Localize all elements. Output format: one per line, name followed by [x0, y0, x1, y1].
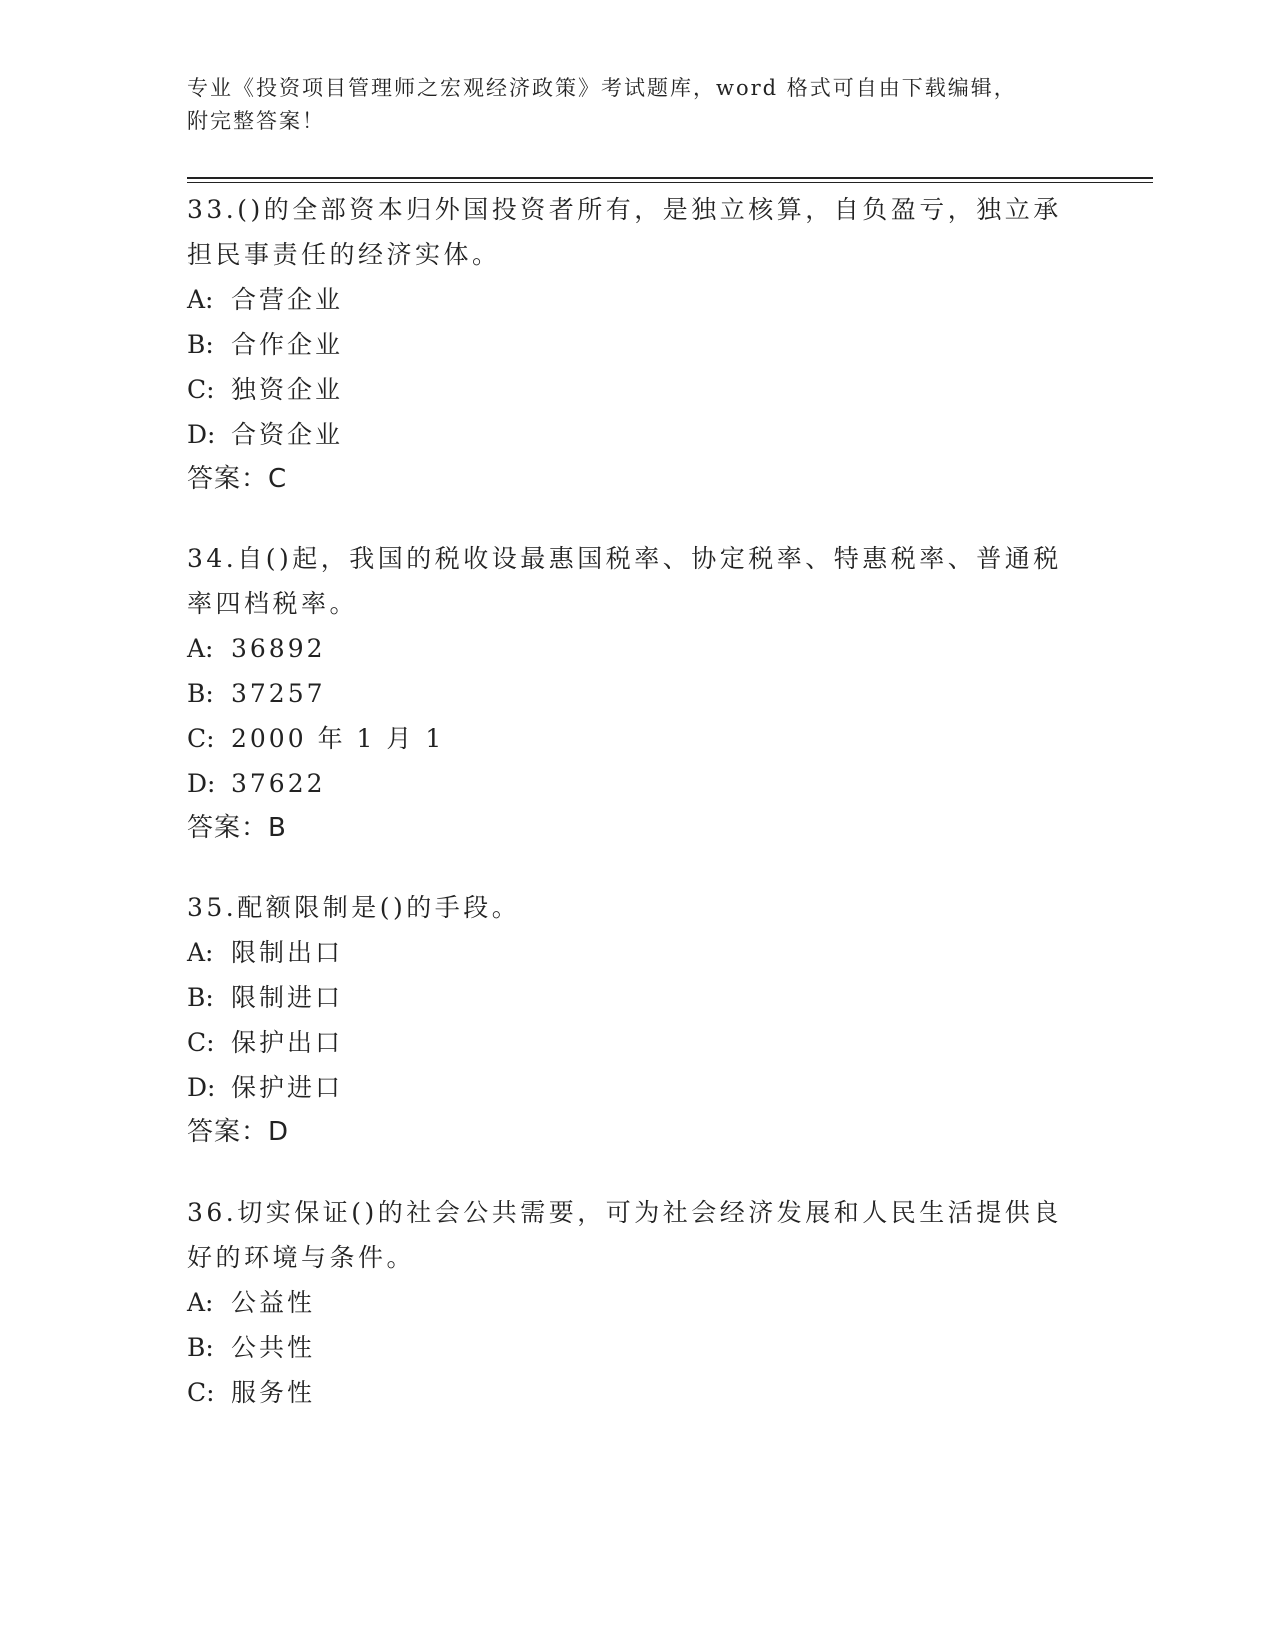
question-33 [187, 187, 1087, 502]
header-divider-thin [187, 182, 1153, 183]
option-text: 公共性 [231, 1333, 316, 1362]
option-text: 保护进口 [231, 1073, 344, 1102]
option-d [187, 761, 1087, 806]
question-35 [187, 885, 1087, 1155]
option-d [187, 1065, 1087, 1110]
answer: 答案：B [187, 813, 287, 843]
question-text-line-2: 担民事责任的经济实体。 [187, 240, 501, 269]
option-text: 服务性 [231, 1378, 316, 1407]
option-text: 保护出口 [231, 1028, 344, 1057]
option-text: 限制进口 [231, 983, 344, 1012]
option-label: A: [187, 1288, 214, 1317]
header-divider-thick [187, 177, 1153, 179]
document-header [187, 72, 1067, 138]
option-d [187, 412, 1087, 457]
option-b [187, 1325, 1087, 1370]
option-label: A: [187, 938, 214, 967]
option-text: 2000 年 1 月 1 [231, 724, 445, 753]
question-text-line-1: 34.自()起，我国的税收设最惠国税率、协定税率、特惠税率、普通税 [187, 544, 1062, 573]
option-label: C: [187, 1028, 215, 1057]
header-line-2: 附完整答案！ [187, 109, 325, 133]
option-a [187, 930, 1087, 975]
option-label: D: [187, 1073, 216, 1102]
option-c [187, 716, 1087, 761]
option-c [187, 1370, 1087, 1415]
option-label: B: [187, 983, 214, 1012]
answer: 答案：D [187, 1117, 290, 1147]
option-c [187, 1020, 1087, 1065]
option-b [187, 671, 1087, 716]
question-text-line-2: 好的环境与条件。 [187, 1243, 416, 1272]
option-label: C: [187, 1378, 215, 1407]
option-label: A: [187, 634, 214, 663]
option-label: C: [187, 375, 215, 404]
option-text: 合资企业 [231, 420, 344, 449]
option-label: D: [187, 769, 216, 798]
option-a [187, 1280, 1087, 1325]
option-c [187, 367, 1087, 412]
option-label: C: [187, 724, 215, 753]
option-label: B: [187, 679, 214, 708]
option-text: 合作企业 [231, 330, 344, 359]
option-b [187, 975, 1087, 1020]
answer: 答案：C [187, 464, 288, 494]
option-text: 独资企业 [231, 375, 344, 404]
header-line-1: 专业《投资项目管理师之宏观经济政策》考试题库，word 格式可自由下载编辑， [187, 76, 1017, 100]
question-text-line-1: 35.配额限制是()的手段。 [187, 893, 521, 922]
question-text-line-2: 率四档税率。 [187, 589, 359, 618]
option-text: 合营企业 [231, 285, 344, 314]
option-text: 37257 [231, 679, 326, 708]
option-label: D: [187, 420, 216, 449]
question-text-line-1: 36.切实保证()的社会公共需要，可为社会经济发展和人民生活提供良 [187, 1198, 1062, 1227]
question-36 [187, 1190, 1087, 1415]
option-a [187, 277, 1087, 322]
question-34 [187, 536, 1087, 851]
question-text-line-1: 33.()的全部资本归外国投资者所有，是独立核算，自负盈亏，独立承 [187, 195, 1062, 224]
option-label: B: [187, 330, 214, 359]
option-a [187, 626, 1087, 671]
option-b [187, 322, 1087, 367]
option-label: A: [187, 285, 214, 314]
option-text: 公益性 [231, 1288, 316, 1317]
option-text: 限制出口 [231, 938, 344, 967]
option-text: 36892 [231, 634, 326, 663]
option-text: 37622 [231, 769, 326, 798]
option-label: B: [187, 1333, 214, 1362]
